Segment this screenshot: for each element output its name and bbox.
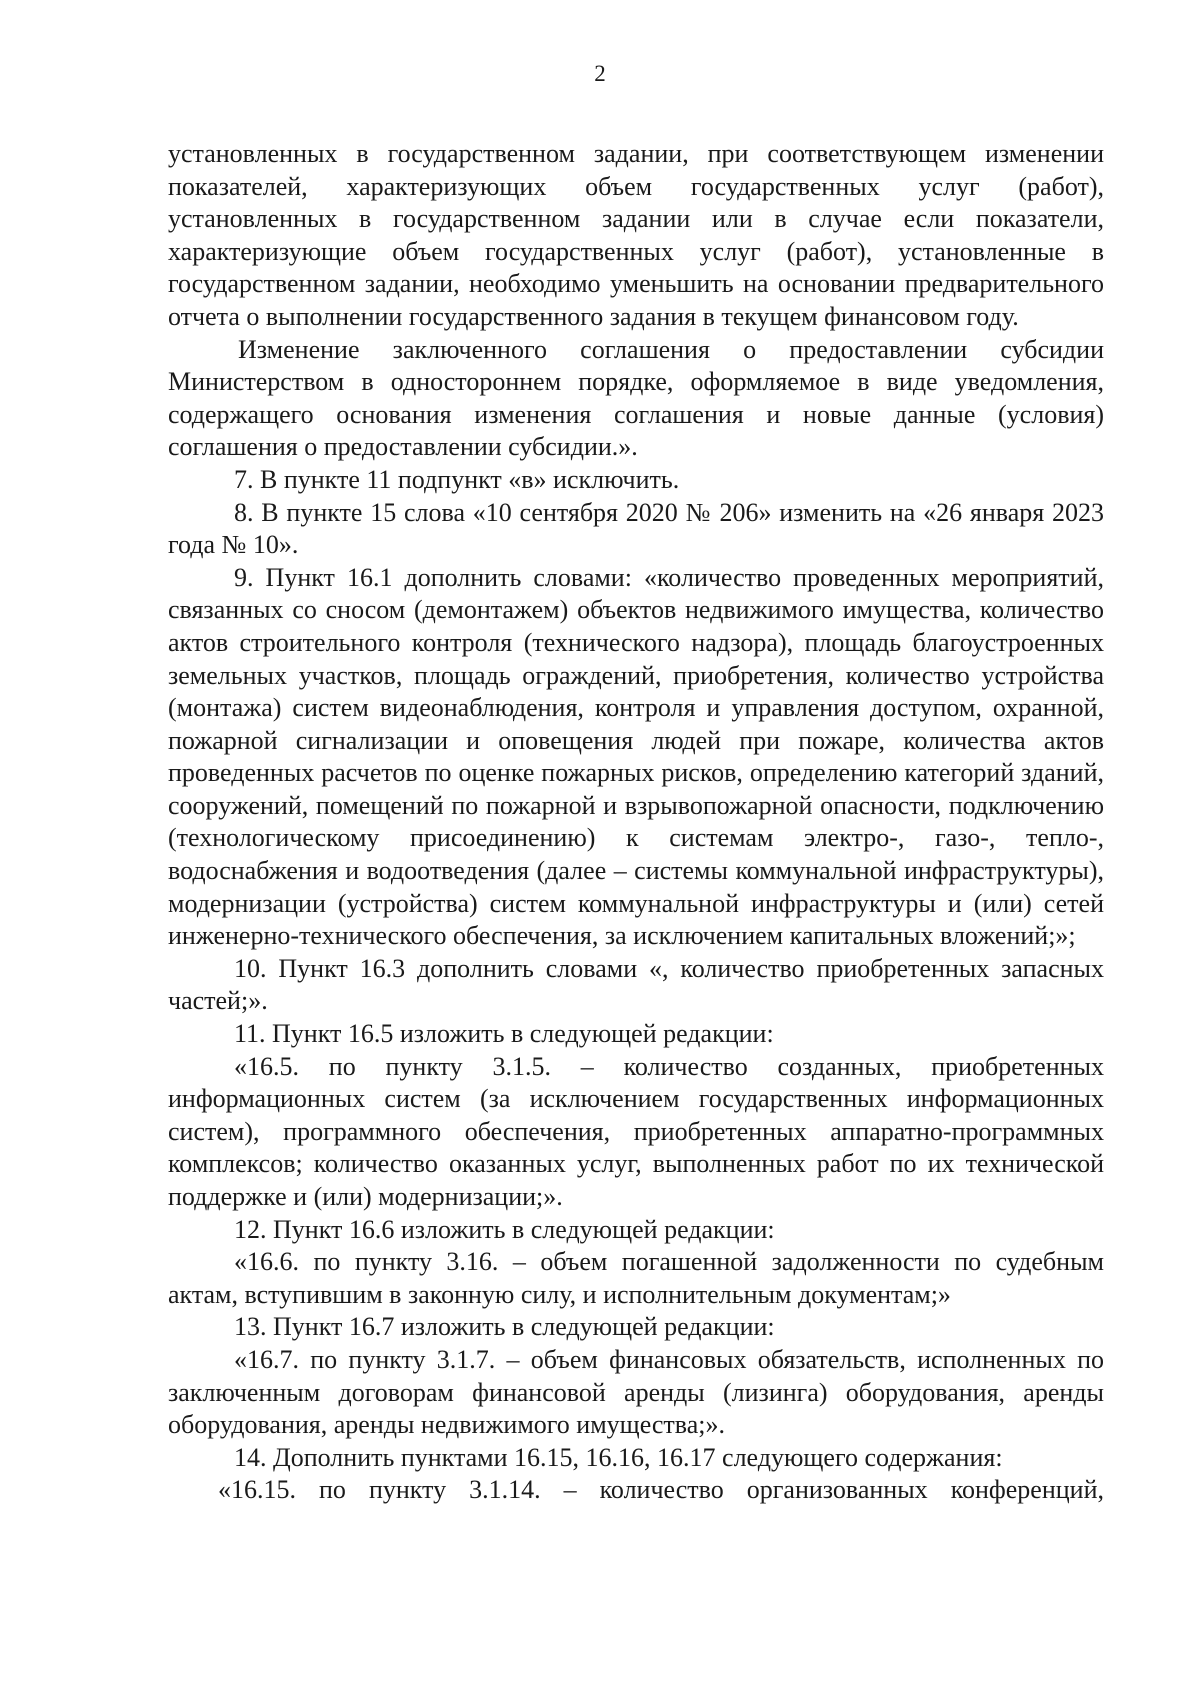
paragraph-item-12: 12. Пункт 16.6 изложить в следующей редакции: <box>234 1214 775 1244</box>
paragraph-item-16-15: «16.15. по пункту 3.1.14. – количество организованных конференций, <box>218 1475 1104 1505</box>
paragraph-item-16-6: «16.6. по пункту 3.16. – объем погашенной задолженности по судебным актам, вступившим в законную силу, и исполнительным документам;» <box>168 1247 1104 1309</box>
paragraph-item-16-5: «16.5. по пункту 3.1.5. – количество созданных, приобретенных информационных систем (за исключением государственных информационных систем), программного обеспечения, приобретенных аппаратно-программных комплексов; количество оказанных услуг, выполненных работ по их технической поддержке и (или) модернизации;». <box>168 1051 1104 1211</box>
page-number: 2 <box>594 61 606 86</box>
paragraph-item-10: 10. Пункт 16.3 дополнить словами «, количество приобретенных запасных частей;». <box>168 953 1104 1016</box>
paragraph-item-16-7: «16.7. по пункту 3.1.7. – объем финансовых обязательств, исполненных по заключенным договорам финансовой аренды (лизинга) оборудования, аренды оборудования, аренды недвижимого имущества;». <box>168 1344 1104 1440</box>
paragraph-item-7: 7. В пункте 11 подпункт «в» исключить. <box>234 464 680 494</box>
paragraph-item-11: 11. Пункт 16.5 изложить в следующей редакции: <box>234 1019 774 1049</box>
paragraph-agreement-change: Изменение заключенного соглашения о предоставлении субсидии Министерством в одностороннем порядке, оформляемое в виде уведомления, содержащего основания изменения соглашения и новые данные (условия) соглашения о предоставлении субсидии.». <box>168 334 1104 462</box>
paragraph-continuation: установленных в государственном задании, при соответствующем изменении показателей, характеризующих объем государственных услуг (работ), установленных в государственном задании или в случае если показатели, характеризующие объем государственных услуг (работ), установленные в государственном задании, необходимо уменьшить на основании предварительного отчета о выполнении государственного задания в текущем финансовом году. <box>168 139 1104 331</box>
paragraph-item-14: 14. Дополнить пунктами 16.15, 16.16, 16.17 следующего содержания: <box>234 1442 1003 1472</box>
paragraph-item-8: 8. В пункте 15 слова «10 сентября 2020 № 206» изменить на «26 января 2023 года № 10». <box>168 497 1104 560</box>
document-body <box>168 138 1104 1507</box>
paragraph-item-13: 13. Пункт 16.7 изложить в следующей редакции: <box>234 1312 775 1342</box>
paragraph-item-9: 9. Пункт 16.1 дополнить словами: «количество проведенных мероприятий, связанных со сносом (демонтажем) объектов недвижимого имущества, количество актов строительного контроля (технического надзора), площадь благоустроенных земельных участков, площадь ограждений, приобретения, количество устройства (монтажа) систем видеонаблюдения, контроля и управления доступом, охранной, пожарной сигнализации и оповещения людей при пожаре, количества актов проведенных расчетов по оценке пожарных рисков, определению категорий зданий, сооружений, помещений по пожарной и взрывопожарной опасности, подключению (технологическому присоединению) к системам электро-, газо-, тепло-, водоснабжения и водоотведения (далее – системы коммунальной инфраструктуры), модернизации (устройства) систем коммунальной инфраструктуры и (или) сетей инженерно-технического обеспечения, за исключением капитальных вложений;»; <box>168 562 1104 951</box>
